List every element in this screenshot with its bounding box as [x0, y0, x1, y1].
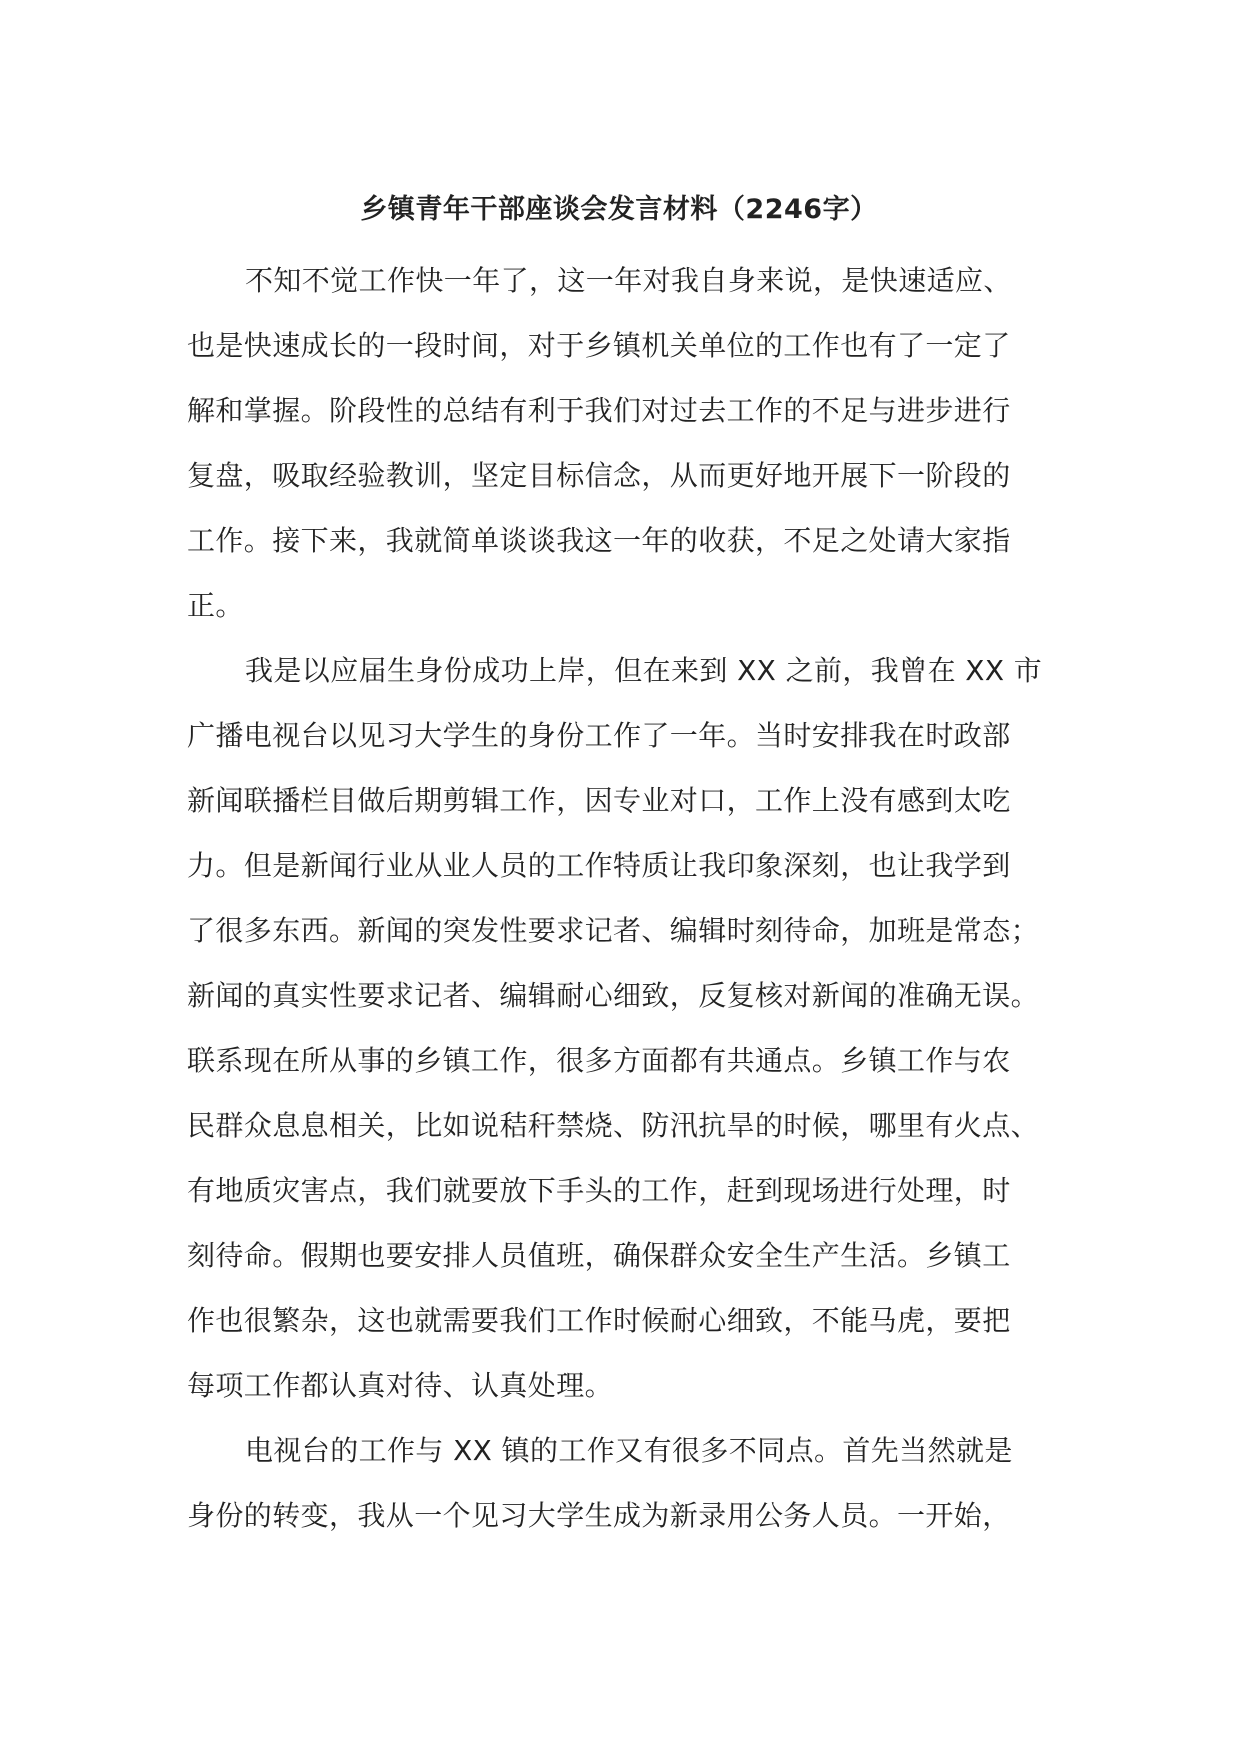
text-line: 我是以应届生身份成功上岸，但在来到 XX 之前，我曾在 XX 市 — [245, 654, 1043, 687]
document-body — [187, 248, 1077, 1548]
text-line: 不知不觉工作快一年了，这一年对我自身来说，是快速适应、 — [245, 264, 1012, 297]
text-line: 电视台的工作与 XX 镇的工作又有很多不同点。首先当然就是 — [245, 1434, 1013, 1467]
text-line: 有地质灾害点，我们就要放下手头的工作，赶到现场进行处理，时 — [187, 1174, 1011, 1207]
text-line: 每项工作都认真对待、认真处理。 — [187, 1369, 614, 1402]
text-line: 新闻的真实性要求记者、编辑耐心细致，反复核对新闻的准确无误。 — [187, 979, 1040, 1012]
document-title: 乡镇青年干部座谈会发言材料（2246字） — [360, 194, 878, 225]
text-line: 刻待命。假期也要安排人员值班，确保群众安全生产生活。乡镇工 — [187, 1239, 1011, 1272]
text-line: 民群众息息相关，比如说秸秆禁烧、防汛抗旱的时候，哪里有火点、 — [187, 1109, 1040, 1142]
text-line: 工作。接下来，我就简单谈谈我这一年的收获，不足之处请大家指 — [187, 524, 1011, 557]
text-line: 了很多东西。新闻的突发性要求记者、编辑时刻待命，加班是常态； — [187, 914, 1040, 947]
text-line: 作也很繁杂，这也就需要我们工作时候耐心细致，不能马虎，要把 — [187, 1304, 1011, 1337]
text-line: 也是快速成长的一段时间，对于乡镇机关单位的工作也有了一定了 — [187, 329, 1011, 362]
text-line: 正。 — [187, 589, 244, 622]
text-line: 广播电视台以见习大学生的身份工作了一年。当时安排我在时政部 — [187, 719, 1011, 752]
text-line: 复盘，吸取经验教训，坚定目标信念，从而更好地开展下一阶段的 — [187, 459, 1011, 492]
text-line: 力。但是新闻行业从业人员的工作特质让我印象深刻，也让我学到 — [187, 849, 1011, 882]
text-line: 新闻联播栏目做后期剪辑工作，因专业对口，工作上没有感到太吃 — [187, 784, 1011, 817]
text-line: 联系现在所从事的乡镇工作，很多方面都有共通点。乡镇工作与农 — [187, 1044, 1011, 1077]
text-line: 解和掌握。阶段性的总结有利于我们对过去工作的不足与进步进行 — [187, 394, 1011, 427]
text-line: 身份的转变，我从一个见习大学生成为新录用公务人员。一开始， — [187, 1499, 1011, 1532]
